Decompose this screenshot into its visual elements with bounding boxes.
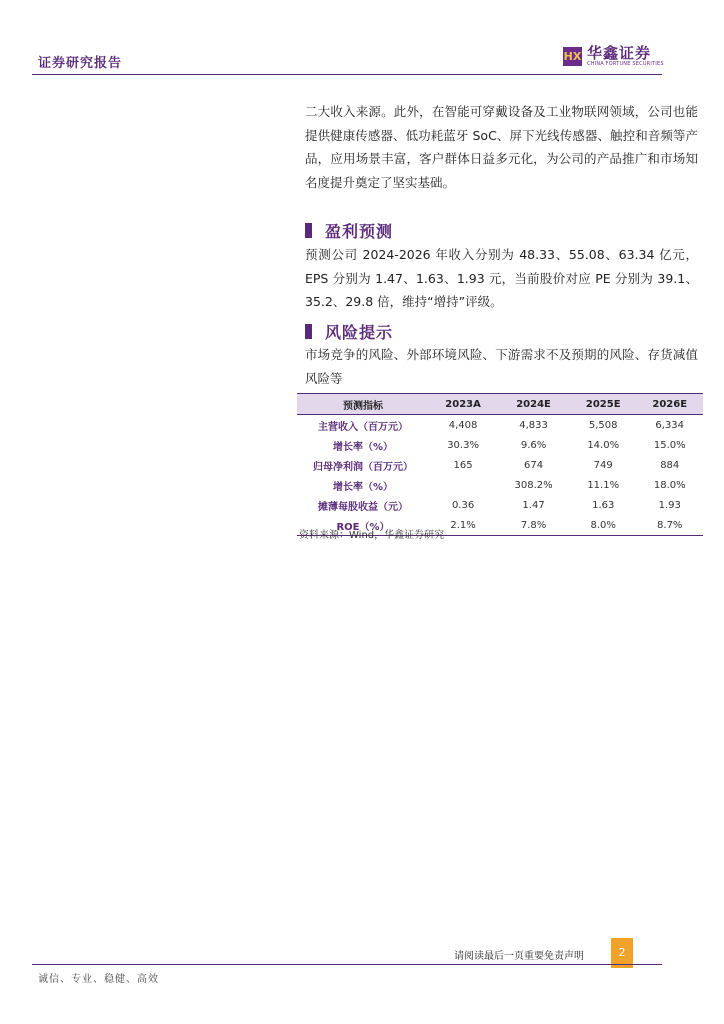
table-cell: 4,408: [448, 419, 478, 431]
disclaimer-note: 请阅读最后一页重要免责声明: [454, 951, 584, 962]
table-cell: 2.1%: [429, 515, 497, 536]
table-cell: 14.0%: [587, 439, 620, 451]
section-marker: [305, 223, 312, 238]
table-row: [297, 435, 703, 455]
table-header-cell: 2026E: [636, 394, 703, 415]
logo-name-en: CHINA FORTUNE SECURITIES: [587, 61, 664, 67]
table-row: [297, 475, 703, 495]
row-label: 主营收入（百万元）: [318, 421, 408, 433]
table-cell: 0.36: [451, 499, 475, 511]
table-cell: 674: [524, 459, 544, 471]
logo-mark-icon: HX: [563, 47, 582, 66]
table-cell: 5,508: [588, 419, 618, 431]
table-cell: 1.63: [592, 499, 615, 511]
table-header-cell: 2024E: [497, 394, 570, 415]
table-cell: 7.8%: [497, 515, 570, 536]
table-cell: 8.7%: [636, 515, 703, 536]
footer-divider: [32, 964, 662, 965]
table-cell: 30.3%: [447, 439, 479, 451]
risk-paragraph: 市场竞争的风险、外部环境风险、下游需求不及预期的风险、存货减值风险等: [305, 347, 698, 386]
report-header-title: 证券研究报告: [38, 56, 123, 71]
risk-section-title: 风险提示: [325, 323, 394, 342]
intro-paragraph: 二大收入来源。此外，在智能可穿戴设备及工业物联网领域，公司也能提供健康传感器、低功耗蓝牙 SoC、屏下光线传感器、触控和音频等产品，应用场景丰富，客户群体日益多元化，为公司的产品推广和市场知名度提升奠定了坚实基础。: [305, 104, 698, 190]
table-cell: 4,833: [519, 419, 548, 431]
table-cell: 1.93: [658, 499, 681, 511]
table-header-cell: 2025E: [570, 394, 637, 415]
forecast-table: [297, 393, 703, 536]
logo-text: [587, 45, 664, 68]
table-cell: 8.0%: [570, 515, 637, 536]
table-cell: 308.2%: [514, 479, 553, 491]
forecast-section-title: 盈利预测: [325, 222, 394, 241]
risk-section-heading: [305, 320, 393, 343]
forecast-section-heading: [305, 219, 393, 242]
table-cell: 884: [660, 459, 680, 471]
table-cell: 11.1%: [587, 479, 620, 491]
row-label: 归母净利润（百万元）: [313, 461, 413, 473]
table-row: [297, 415, 703, 436]
table-row: [297, 455, 703, 475]
table-cell: 9.6%: [520, 439, 547, 451]
row-label: ROE（%）: [297, 515, 429, 536]
page-number-badge: 2: [611, 938, 633, 968]
table-cell: [429, 475, 497, 495]
logo-name-cn: 华鑫证券: [587, 44, 652, 62]
table-cell: 749: [593, 459, 613, 471]
row-label: 增长率（%）: [332, 441, 394, 453]
section-marker: [305, 324, 312, 339]
table-cell: 18.0%: [653, 479, 686, 491]
table-cell: 165: [453, 459, 473, 471]
footer-motto: 诚信、专业、稳健、高效: [38, 974, 159, 985]
table-cell: 6,334: [655, 419, 685, 431]
table-header-cell: 2023A: [429, 394, 497, 415]
row-label: 增长率（%）: [332, 481, 394, 493]
table-cell: 1.47: [522, 499, 545, 511]
table-header-cell: 预测指标: [297, 394, 429, 415]
table-cell: 15.0%: [653, 439, 686, 451]
table-row: [297, 495, 703, 515]
row-label: 摊薄每股收益（元）: [318, 501, 408, 513]
table-source-note: 资料来源：Wind，华鑫证券研究: [299, 530, 445, 541]
table-header-row: [297, 394, 703, 415]
brand-logo: [563, 45, 664, 68]
forecast-paragraph: 预测公司 2024-2026 年收入分别为 48.33、55.08、63.34 亿元，EPS 分别为 1.47、1.63、1.93 元，当前股价对应 PE 分别为 39.1、35.2、29.8 倍，维持“增持”评级。: [305, 247, 698, 309]
header-divider: [32, 74, 662, 75]
